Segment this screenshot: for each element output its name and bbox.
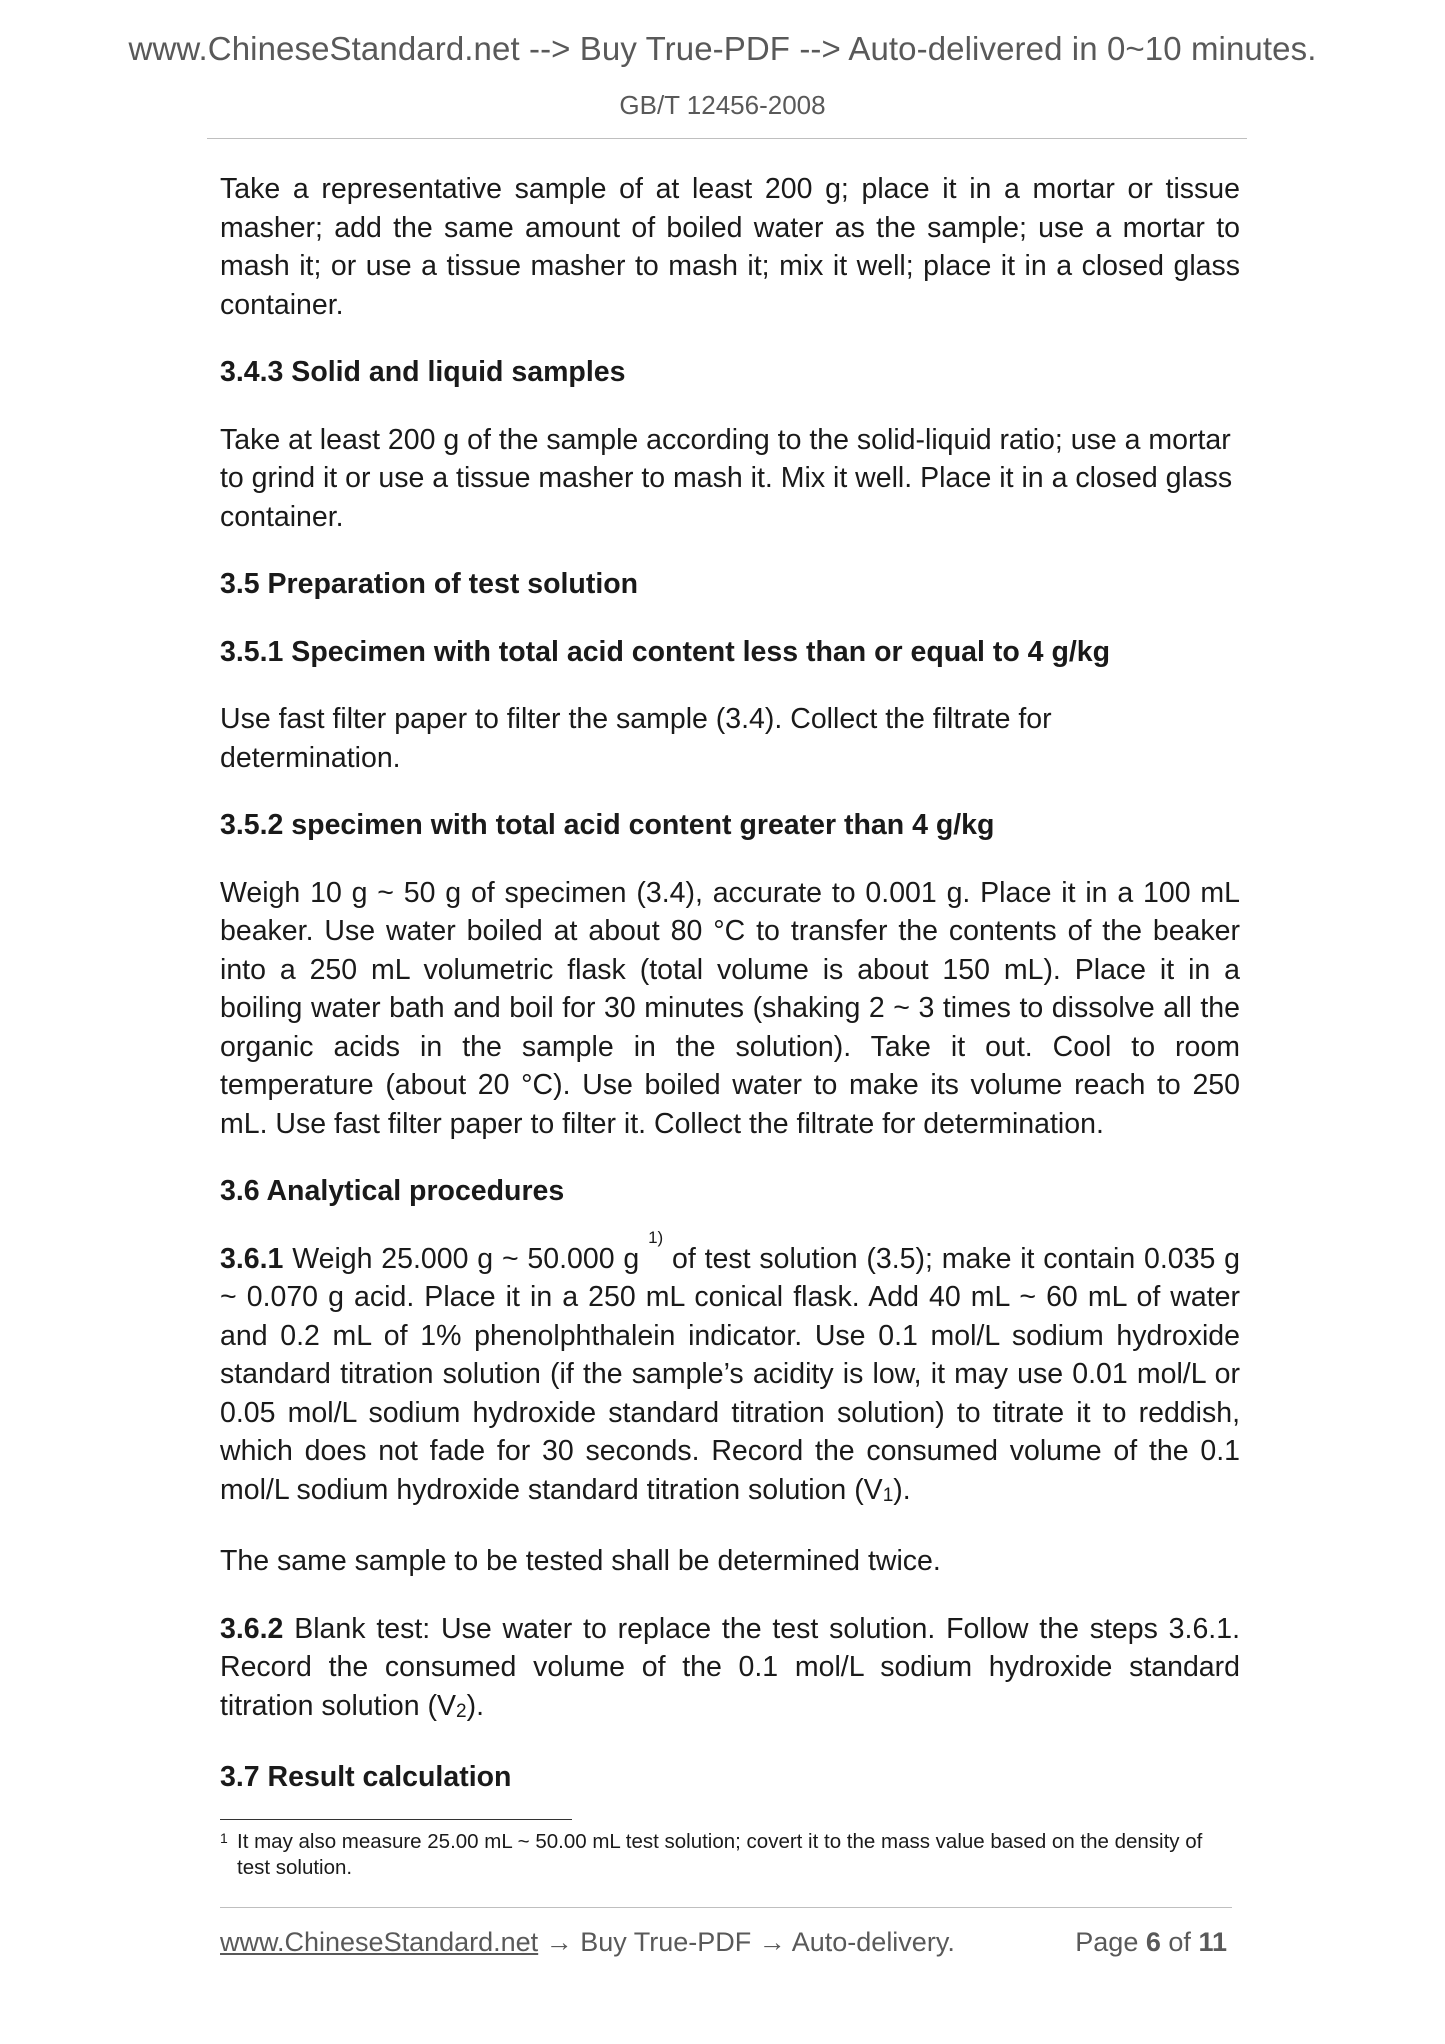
footnote-mark: 1	[220, 1830, 228, 1846]
footer-promo-text: → Buy True-PDF → Auto-delivery.	[538, 1927, 955, 1957]
paragraph-3-6-1-text-b: of test solution (3.5); make it contain 0.035 g ~ 0.070 g acid. Place it in a 250 mL conical flask. Add 40 mL ~ 60 mL of water and 0.2 mL of 1% phenolphthalein indicator. Use 0.1 mol/L sodium hydroxide standard titration solution (if the sample’s acidity is low, it may use 0.01 mol/L or 0.05 mol/L sodium hydroxide standard titration solution) to titrate it to reddish, which does not fade for 30 seconds. Record the consumed volume of the 0.1 mol/L sodium hydroxide standard titration solution (V	[220, 1242, 1240, 1506]
footnote-divider	[220, 1819, 572, 1820]
footnote-reference: 1)	[648, 1227, 664, 1247]
paragraph-3-5-1: Use fast filter paper to filter the sample (3.4). Collect the filtrate for determination.	[220, 703, 1052, 774]
paragraph-3-6-1	[220, 1227, 1240, 1514]
clause-number-3-6-2: 3.6.2	[220, 1612, 284, 1645]
paragraph-3-6-2-end: ).	[466, 1689, 485, 1722]
site-banner: www.ChineseStandard.net --> Buy True-PDF --> Auto-delivered in 0~10 minutes.	[128, 30, 1317, 67]
paragraph-3-6-1-text-a: Weigh 25.000 g ~ 50.000 g	[283, 1242, 649, 1275]
heading-3-7: 3.7 Result calculation	[220, 1761, 512, 1793]
subscript-v2: 2	[456, 1700, 467, 1722]
paragraph-3-4-3: Take at least 200 g of the sample according to the solid-liquid ratio; use a mortar to grind it or use a tissue masher to mash it. Mix it well. Place it in a closed glass container.	[220, 423, 1233, 533]
heading-3-4-3: 3.4.3 Solid and liquid samples	[220, 356, 626, 388]
paragraph-sample-prep: Take a representative sample of at least 200 g; place it in a mortar or tissue masher; add the same amount of boiled water as the sample; use a mortar to mash it; or use a tissue masher to mash it; mix it well; place it in a closed glass container.	[220, 173, 1240, 321]
heading-3-5-2: 3.5.2 specimen with total acid content greater than 4 g/kg	[220, 809, 995, 841]
page-indicator	[1075, 1927, 1227, 1958]
footnote	[220, 1829, 1240, 1881]
subscript-v1: 1	[882, 1484, 894, 1506]
of-label: of	[1168, 1927, 1191, 1957]
header-divider	[207, 138, 1247, 139]
heading-3-5: 3.5 Preparation of test solution	[220, 568, 639, 600]
paragraph-twice: The same sample to be tested shall be determined twice.	[220, 1545, 941, 1577]
paragraph-3-6-2	[220, 1610, 1240, 1730]
footer-promo	[220, 1927, 955, 1958]
document-body	[220, 170, 1240, 1826]
paragraph-3-6-1-end: ).	[893, 1473, 911, 1506]
page-label: Page	[1075, 1927, 1139, 1957]
page-total: 11	[1198, 1927, 1227, 1957]
page-number: 6	[1145, 1927, 1161, 1957]
paragraph-3-6-2-text: Blank test: Use water to replace the test solution. Follow the steps 3.6.1. Record the consumed volume of the 0.1 mol/L sodium hydroxide standard titration solution (V	[220, 1612, 1240, 1722]
standard-code: GB/T 12456-2008	[619, 90, 826, 120]
footnote-text: It may also measure 25.00 mL ~ 50.00 mL test solution; covert it to the mass value based on the density of test solution.	[237, 1830, 1203, 1879]
clause-number-3-6-1: 3.6.1	[220, 1242, 284, 1275]
site-link[interactable]: www.ChineseStandard.net	[220, 1927, 539, 1957]
heading-3-5-1: 3.5.1 Specimen with total acid content less than or equal to 4 g/kg	[220, 635, 1111, 668]
heading-3-6: 3.6 Analytical procedures	[220, 1175, 565, 1207]
paragraph-3-5-2: Weigh 10 g ~ 50 g of specimen (3.4), accurate to 0.001 g. Place it in a 100 mL beaker. Use water boiled at about 80 °C to transfer the contents of the beaker into a 250 mL volumetric flask (total volume is about 150 mL). Place it in a boiling water bath and boil for 30 minutes (shaking 2 ~ 3 times to dissolve all the organic acids in the sample in the solution). Take it out. Cool to room temperature (about 20 °C). Use boiled water to make its volume reach to 250 mL. Use fast filter paper to filter it. Collect the filtrate for determination.	[220, 876, 1240, 1140]
footer-divider	[220, 1907, 1232, 1908]
